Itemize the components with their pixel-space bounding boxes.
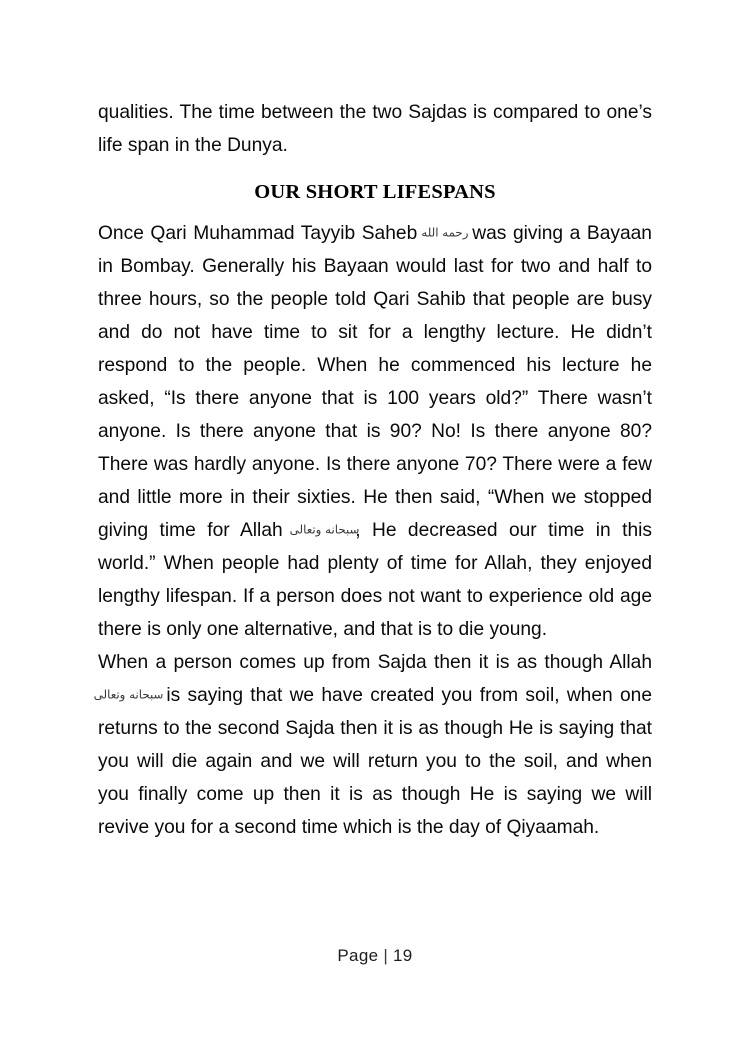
footer-separator: | <box>383 946 389 965</box>
body-paragraph-2 <box>93 646 652 844</box>
paragraph-1-text-middle: was giving a Bayaan in Bombay. Generally his Bayaan would last for two and half to three hours, so the people told Qari Sahib that people are busy and do not have time to sit for a lengthy lecture. He didn’t respond to the people. When he commenced his lecture he asked, “Is there anyone that is 100 years old?” There wasn’t anyone. Is there anyone that is 90? No! Is there anyone 80? There was hardly anyone. Is there anyone 70? There were a few and little more in their sixties. He then said, “When we stopped giving time for Allah <box>98 223 652 541</box>
paragraph-1-text-before-honorific: Once Qari Muhammad Tayyib Saheb <box>98 223 418 244</box>
paragraph-2-text-before-honorific: When a person comes up from Sajda then it is as though Allah <box>98 652 652 673</box>
paragraph-1-text-after-honorific: , He decreased our time in this world.” When people had plenty of time for Allah, they enjoyed lengthy lifespan. If a person does not want to experience old age there is only one alternative, and that is to die young. <box>98 520 652 640</box>
footer-page-label: Page <box>337 946 379 965</box>
paragraph-2-text-after-honorific: is saying that we have created you from soil, when one returns to the second Sajda then it is as though He is saying that you will die again and we will return you to the soil, and when you finally come up then it is as though He is saying we will revive you for a second time which is the day of Qiyaamah. <box>98 685 652 838</box>
rahimahullah-honorific-icon: رحمه الله <box>421 227 469 241</box>
subhanahu-wa-taala-honorific-icon: سبحانه وتعالى <box>289 524 360 538</box>
body-paragraph-1 <box>98 217 652 646</box>
section-heading: OUR SHORT LIFESPANS <box>254 181 496 203</box>
continued-paragraph: qualities. The time between the two Sajdas is compared to one’s life span in the Dunya. <box>98 102 652 156</box>
page-footer <box>0 946 750 966</box>
footer-page-number: 19 <box>393 946 413 965</box>
page-text-column <box>93 96 652 844</box>
subhanahu-wa-taala-honorific-icon-2: سبحانه وتعالى <box>93 689 164 703</box>
